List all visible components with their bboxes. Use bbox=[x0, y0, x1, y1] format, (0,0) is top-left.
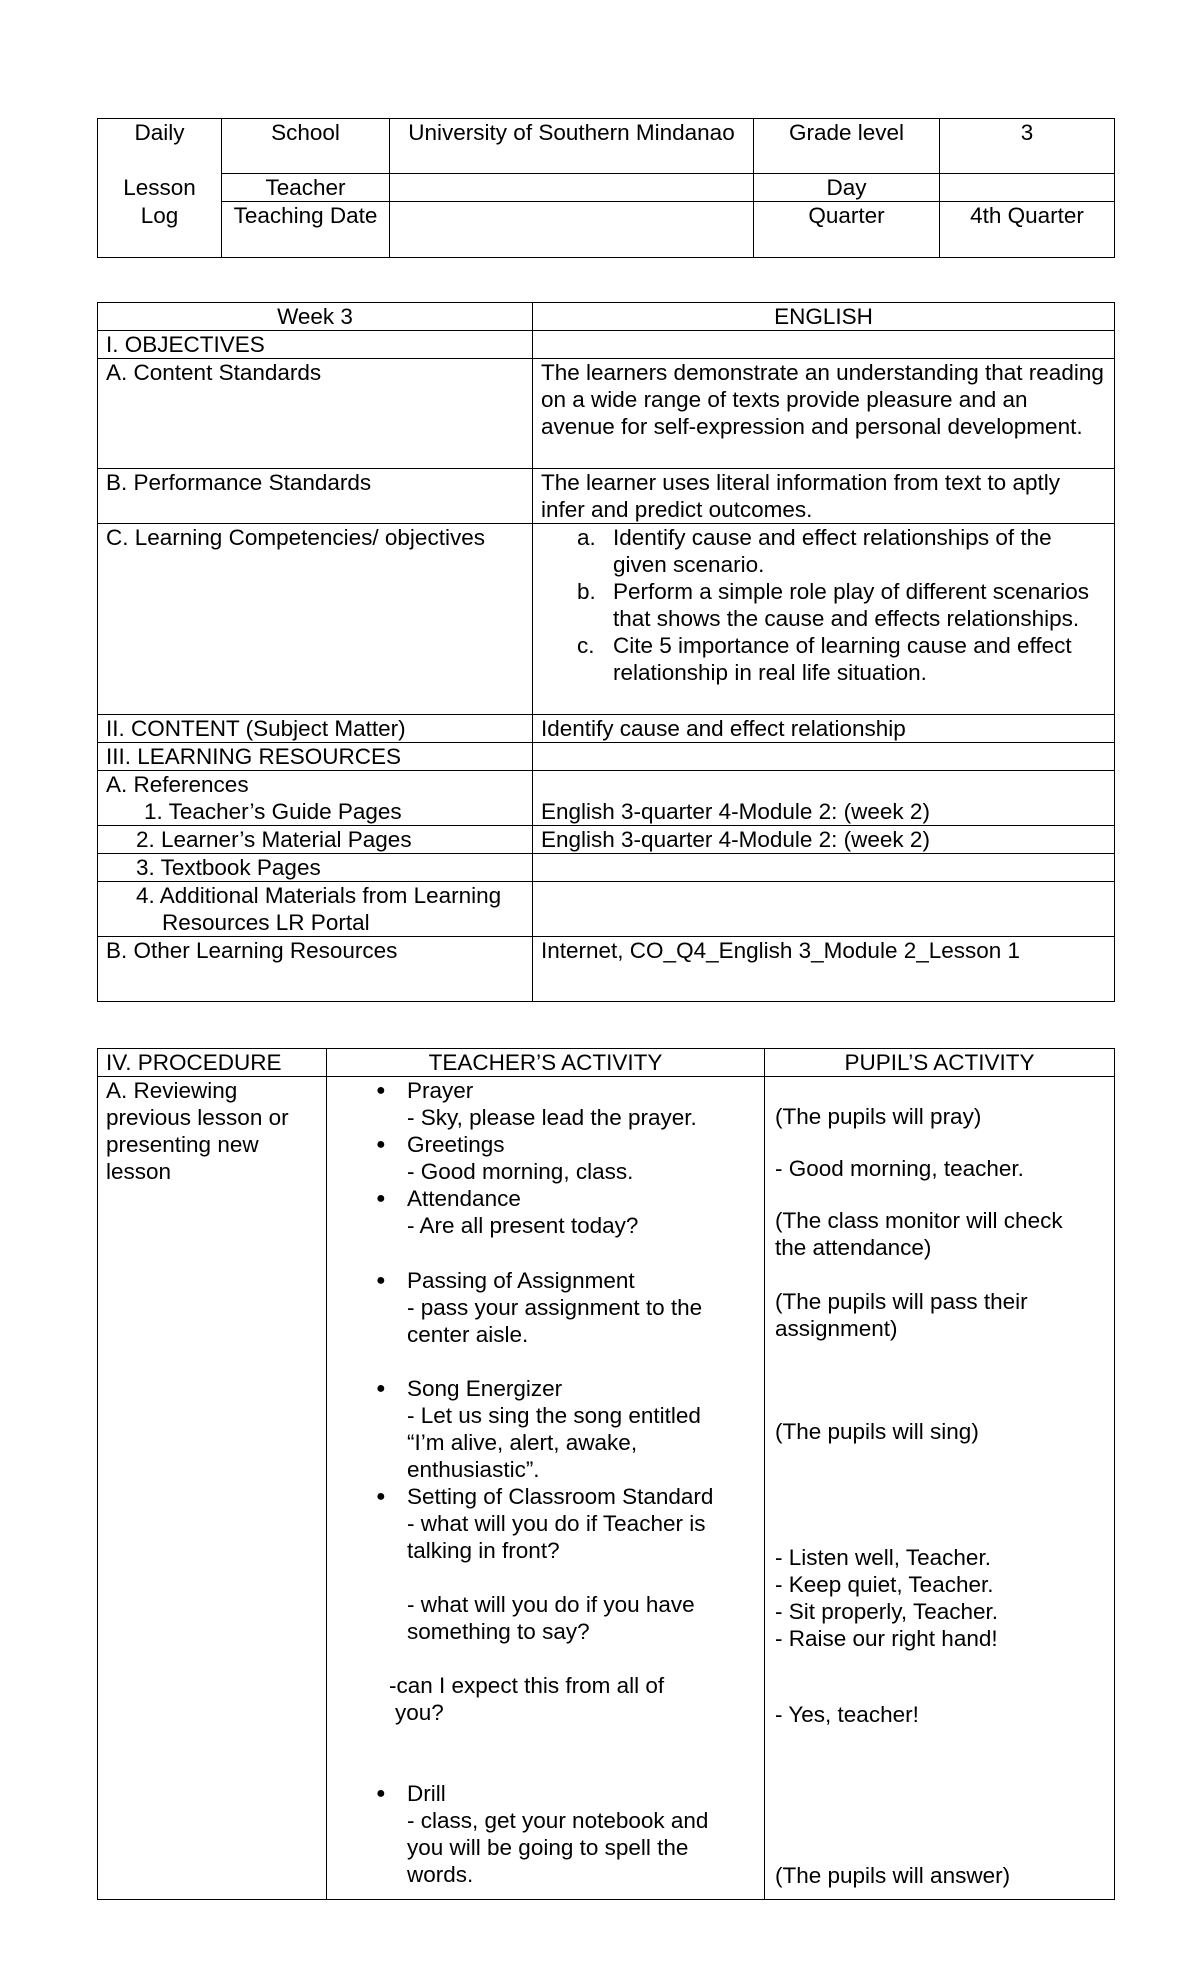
content-value: Identify cause and effect relationship bbox=[533, 715, 1115, 743]
drill-line: - class, get your notebook and bbox=[407, 1808, 709, 1833]
school-label: School bbox=[222, 119, 390, 174]
grade-value: 3 bbox=[940, 119, 1115, 174]
references-label: A. References bbox=[106, 772, 249, 797]
teaching-date-label: Teaching Date bbox=[222, 202, 390, 258]
step-label: A. Reviewing previous lesson or presenting new lesson bbox=[98, 1077, 327, 1900]
header-table bbox=[97, 118, 1115, 258]
drill-item: Drill bbox=[407, 1781, 446, 1806]
song-line: “I’m alive, alert, awake, bbox=[407, 1430, 638, 1455]
performance-standards-value: The learner uses literal information from text to aptly infer and predict outcomes. bbox=[533, 469, 1115, 524]
resources-heading: III. LEARNING RESOURCES bbox=[98, 743, 533, 771]
pupil-yes: - Yes, teacher! bbox=[775, 1702, 919, 1727]
list-item: c. Cite 5 importance of learning cause and effect relationship in real life situation. bbox=[577, 633, 1072, 685]
standard-line: - what will you do if Teacher is bbox=[407, 1511, 706, 1536]
pupil-attendance: the attendance) bbox=[775, 1235, 932, 1260]
pupil-assignment: (The pupils will pass their bbox=[775, 1289, 1028, 1314]
teaching-date-value bbox=[390, 202, 754, 258]
song-line: - Let us sing the song entitled bbox=[407, 1403, 701, 1428]
pupil-listen: - Listen well, Teacher. bbox=[775, 1545, 991, 1570]
pupil-activity-header: PUPIL’S ACTIVITY bbox=[765, 1049, 1115, 1077]
references-cell bbox=[98, 771, 533, 826]
pupil-quiet: - Keep quiet, Teacher. bbox=[775, 1572, 994, 1597]
drill-line: words. bbox=[407, 1862, 474, 1887]
teacher-label: Teacher bbox=[222, 174, 390, 202]
lm-label: 2. Learner’s Material Pages bbox=[98, 826, 533, 854]
other-label: B. Other Learning Resources bbox=[98, 937, 533, 1002]
pupil-pray: (The pupils will pray) bbox=[775, 1104, 982, 1129]
objectives-table bbox=[97, 302, 1115, 1002]
attendance-line: - Are all present today? bbox=[407, 1213, 639, 1238]
standard-line: - what will you do if you have bbox=[407, 1592, 695, 1617]
bullet-icon: ● bbox=[376, 1082, 386, 1099]
procedure-table bbox=[97, 1048, 1115, 1900]
pupil-raise: - Raise our right hand! bbox=[775, 1626, 998, 1651]
additional-value bbox=[533, 882, 1115, 937]
pupil-sing: (The pupils will sing) bbox=[775, 1419, 979, 1444]
day-value bbox=[940, 174, 1115, 202]
greetings-item: Greetings bbox=[407, 1132, 505, 1157]
pupil-attendance: (The class monitor will check bbox=[775, 1208, 1063, 1233]
performance-standards-label: B. Performance Standards bbox=[98, 469, 533, 524]
prayer-line: - Sky, please lead the prayer. bbox=[407, 1105, 697, 1130]
bullet-icon: ● bbox=[376, 1190, 386, 1207]
bullet-icon: ● bbox=[376, 1380, 386, 1397]
expect-line: -can I expect this from all of bbox=[389, 1673, 665, 1698]
pupil-answer: (The pupils will answer) bbox=[775, 1863, 1011, 1888]
other-value: Internet, CO_Q4_English 3_Module 2_Lesson 1 bbox=[533, 937, 1115, 1002]
lm-value: English 3-quarter 4-Module 2: (week 2) bbox=[533, 826, 1115, 854]
content-standards-value: The learners demonstrate an understanding that reading on a wide range of texts provide pleasure and an avenue for self-expression and personal development. bbox=[533, 359, 1115, 469]
teacher-activity-header: TEACHER’S ACTIVITY bbox=[327, 1049, 765, 1077]
week-label: Week 3 bbox=[98, 303, 533, 331]
textbook-label: 3. Textbook Pages bbox=[98, 854, 533, 882]
textbook-value bbox=[533, 854, 1115, 882]
assignment-line: center aisle. bbox=[407, 1322, 529, 1347]
tg-value: English 3-quarter 4-Module 2: (week 2) bbox=[533, 771, 1115, 826]
tg-label: 1. Teacher’s Guide Pages bbox=[144, 799, 402, 824]
bullet-icon: ● bbox=[376, 1785, 386, 1802]
greetings-line: - Good morning, class. bbox=[407, 1159, 634, 1184]
day-label: Day bbox=[754, 174, 940, 202]
teacher-value bbox=[390, 174, 754, 202]
standard-item: Setting of Classroom Standard bbox=[407, 1484, 714, 1509]
drill-line: you will be going to spell the bbox=[407, 1835, 689, 1860]
objectives-heading: I. OBJECTIVES bbox=[98, 331, 533, 359]
list-item: b. Perform a simple role play of different scenarios that shows the cause and effects relationships. bbox=[577, 579, 1090, 631]
subject-label: ENGLISH bbox=[533, 303, 1115, 331]
list-item: a. Identify cause and effect relationships of the given scenario. bbox=[577, 525, 1052, 577]
teacher-activity-cell bbox=[327, 1077, 765, 1900]
additional-label: 4. Additional Materials from Learning Resources LR Portal bbox=[98, 882, 533, 937]
procedure-header: IV. PROCEDURE bbox=[98, 1049, 327, 1077]
standard-line: talking in front? bbox=[407, 1538, 560, 1563]
competencies-list-cell bbox=[533, 524, 1115, 715]
attendance-item: Attendance bbox=[407, 1186, 521, 1211]
pupil-sit: - Sit properly, Teacher. bbox=[775, 1599, 999, 1624]
bullet-icon: ● bbox=[376, 1136, 386, 1153]
song-item: Song Energizer bbox=[407, 1376, 563, 1401]
song-line: enthusiastic”. bbox=[407, 1457, 540, 1482]
bullet-icon: ● bbox=[376, 1488, 386, 1505]
pupil-activity-cell bbox=[765, 1077, 1115, 1900]
assignment-item: Passing of Assignment bbox=[407, 1268, 635, 1293]
expect-line: you? bbox=[395, 1700, 444, 1725]
header-lesson: Lesson bbox=[98, 174, 222, 202]
competencies-list bbox=[541, 524, 1106, 686]
grade-label: Grade level bbox=[754, 119, 940, 174]
school-value: University of Southern Mindanao bbox=[390, 119, 754, 174]
assignment-line: - pass your assignment to the bbox=[407, 1295, 703, 1320]
header-log: Log bbox=[98, 202, 222, 258]
competencies-label: C. Learning Competencies/ objectives bbox=[98, 524, 533, 715]
header-daily: Daily bbox=[98, 119, 222, 174]
content-standards-label: A. Content Standards bbox=[98, 359, 533, 469]
pupil-greet: - Good morning, teacher. bbox=[775, 1156, 1024, 1181]
content-label: II. CONTENT (Subject Matter) bbox=[98, 715, 533, 743]
quarter-value: 4th Quarter bbox=[940, 202, 1115, 258]
bullet-icon: ● bbox=[376, 1272, 386, 1289]
pupil-assignment: assignment) bbox=[775, 1316, 898, 1341]
standard-line: something to say? bbox=[407, 1619, 590, 1644]
quarter-label: Quarter bbox=[754, 202, 940, 258]
prayer-item: Prayer bbox=[407, 1078, 474, 1103]
